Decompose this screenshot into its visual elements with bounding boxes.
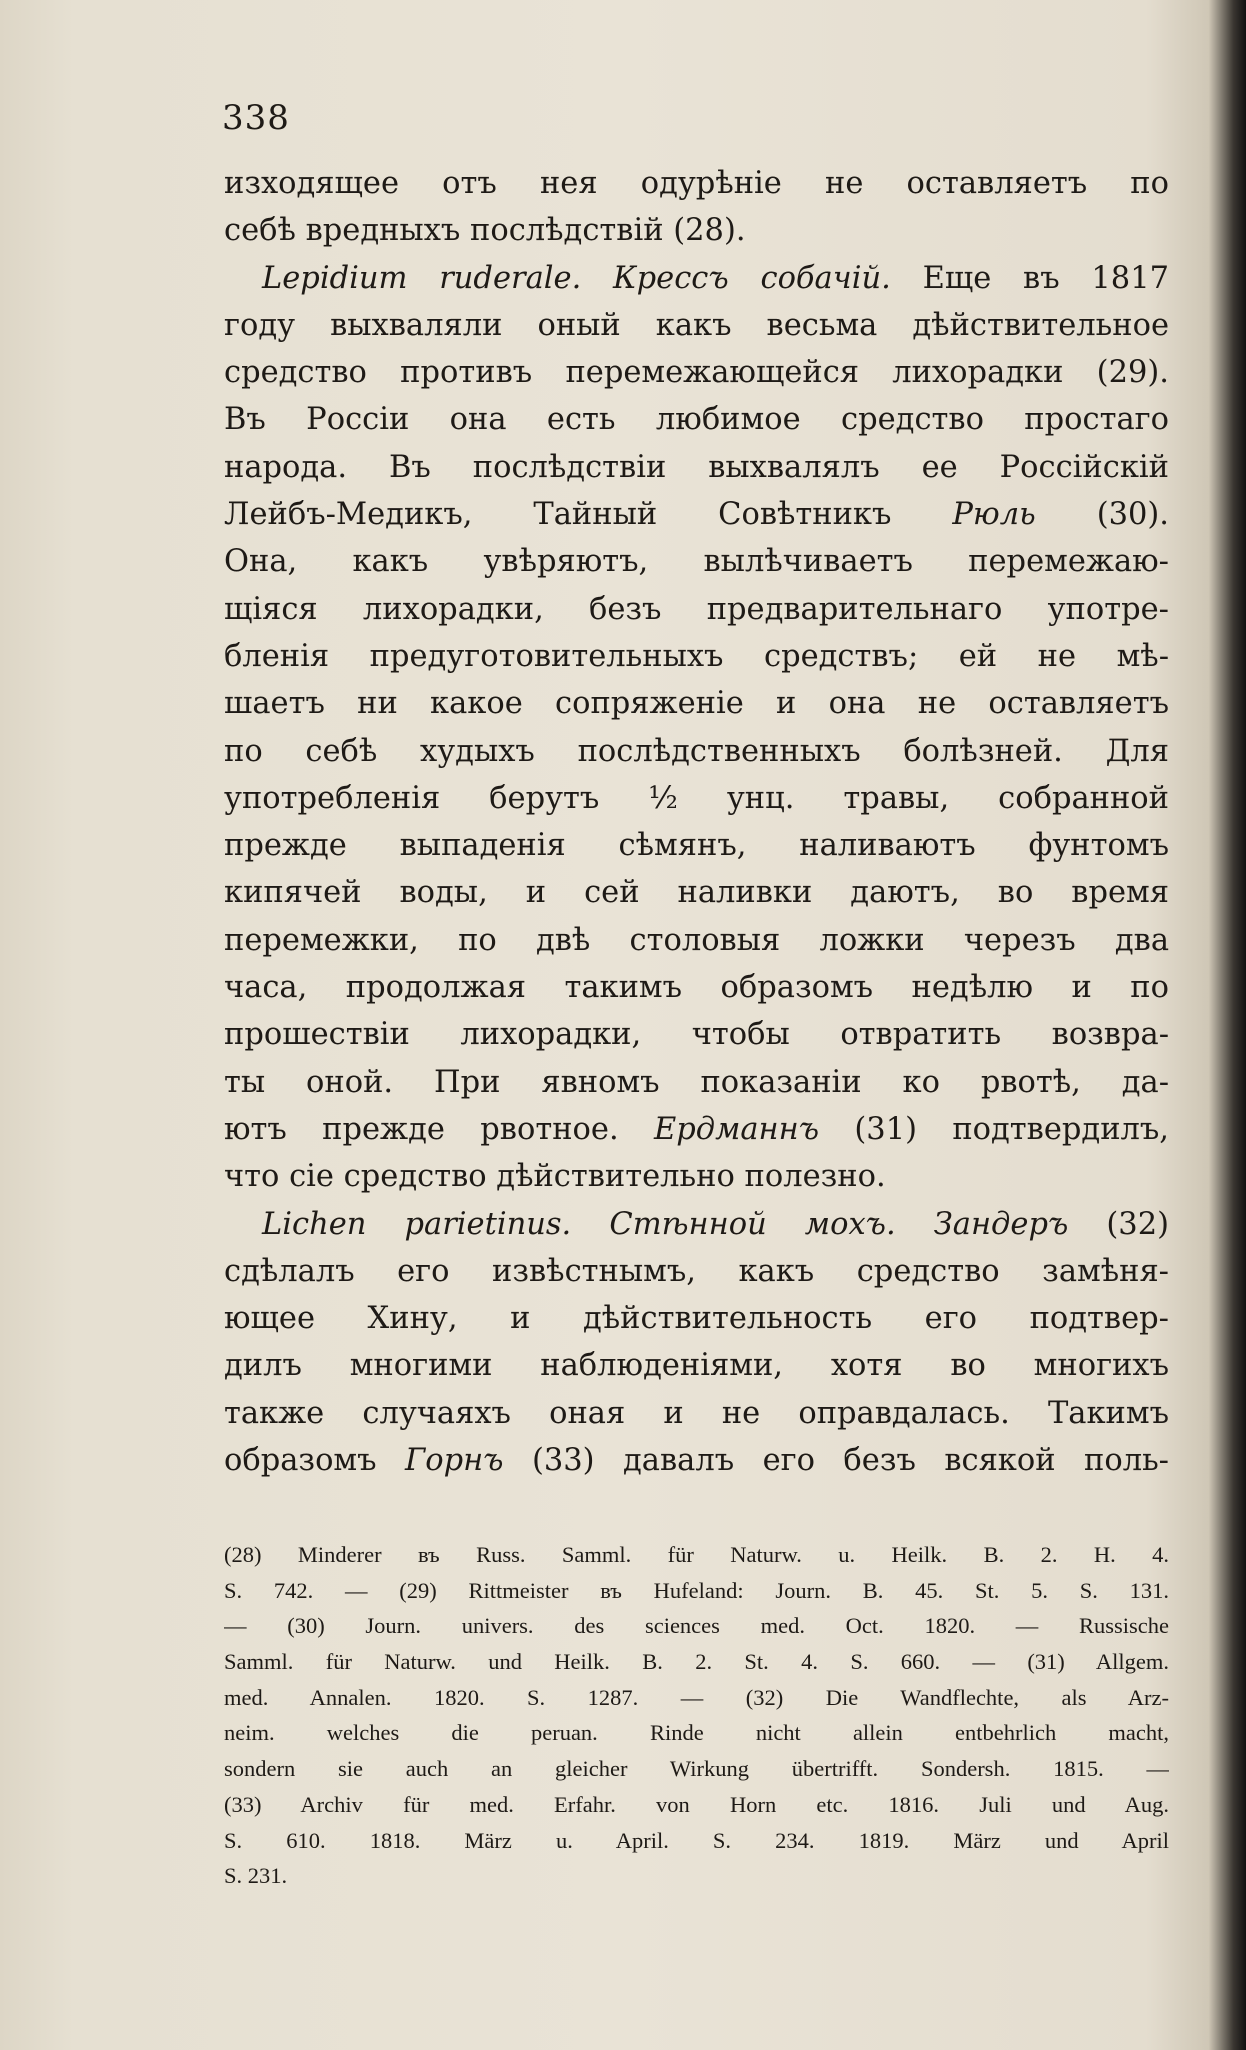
- body-line-heading-lichen: Lichen parietinus. Стѣнной мохъ. Зандеръ (32): [262, 1206, 1169, 1242]
- body-line: прежде выпаденія сѣмянъ, наливаютъ фунтомъ: [224, 828, 1169, 864]
- body-line-heading-lepidium: Lepidium ruderale. Крессъ собачій. Еще въ 1817: [262, 260, 1169, 296]
- body-text: [224, 160, 1169, 1484]
- footnote-line: (28) Minderer въ Russ. Samml. für Naturw. u. Heilk. B. 2. H. 4.: [224, 1542, 1169, 1567]
- body-line: кипячей воды, и сей наливки даютъ, во время: [224, 875, 1169, 911]
- body-line: себѣ вредныхъ послѣдствій (28).: [224, 213, 746, 249]
- body-line: изходящее отъ нея одурѣніе не оставляетъ по: [224, 166, 1169, 201]
- body-line: году выхваляли оный какъ весьма дѣйствительное: [224, 307, 1169, 343]
- footnote-line: S. 231.: [224, 1863, 288, 1889]
- body-line: перемежки, по двѣ столовыя ложки черезъ два: [224, 922, 1169, 958]
- body-line: бленія предуготовительныхъ средствъ; ей не мѣ-: [224, 638, 1169, 674]
- footnote-line: S. 742. — (29) Rittmeister въ Hufeland: Journ. B. 45. St. 5. S. 131.: [224, 1577, 1169, 1603]
- footnote-line: (33) Archiv für med. Erfahr. von Horn etc. 1816. Juli und Aug.: [224, 1791, 1169, 1817]
- footnote-line: Samml. für Naturw. und Heilk. B. 2. St. 4. S. 660. — (31) Allgem.: [224, 1649, 1169, 1675]
- body-line: также случаяхъ оная и не оправдалась. Такимъ: [224, 1395, 1169, 1431]
- body-line: образомъ Горнъ (33) давалъ его безъ всякой поль-: [224, 1443, 1169, 1479]
- footnote-line: sondern sie auch an gleicher Wirkung übertrifft. Sondersh. 1815. —: [224, 1756, 1169, 1782]
- body-line: Въ Россіи она есть любимое средство простаго: [224, 402, 1169, 438]
- body-line: народа. Въ послѣдствіи выхвалялъ ее Россійскій: [224, 449, 1169, 485]
- body-line: дилъ многими наблюденіями, хотя во многихъ: [224, 1348, 1169, 1384]
- footnote-line: med. Annalen. 1820. S. 1287. — (32) Die Wandflechte, als Arz-: [224, 1684, 1169, 1710]
- page-number: 338: [222, 98, 290, 138]
- footnotes: [224, 1537, 1169, 1894]
- body-line: по себѣ худыхъ послѣдственныхъ болѣзней. Для: [224, 733, 1169, 769]
- body-line: средство противъ перемежающейся лихорадки (29).: [224, 355, 1169, 391]
- footnote-line: S. 610. 1818. März u. April. S. 234. 1819. März und April: [224, 1827, 1169, 1853]
- body-line: прошествіи лихорадки, чтобы отвратить возвра-: [224, 1017, 1169, 1053]
- footnote-line: — (30) Journ. univers. des sciences med. Oct. 1820. — Russische: [224, 1613, 1169, 1639]
- body-line: ющее Хину, и дѣйствительность его подтвер-: [224, 1301, 1169, 1337]
- body-line: что сіе средство дѣйствительно полезно.: [224, 1159, 886, 1195]
- body-line: Лейбъ-Медикъ, Тайный Совѣтникъ Рюль (30).: [224, 497, 1169, 533]
- body-line: шаетъ ни какое сопряженіе и она не оставляетъ: [224, 686, 1169, 722]
- body-line: часа, продолжая такимъ образомъ недѣлю и по: [224, 970, 1169, 1006]
- body-line: щіяся лихорадки, безъ предварительнаго употре-: [224, 591, 1169, 627]
- body-line: употребленія берутъ ½ унц. травы, собранной: [224, 780, 1169, 816]
- body-line: ютъ прежде рвотное. Ердманнъ (31) подтвердилъ,: [224, 1111, 1169, 1147]
- footnote-line: neim. welches die peruan. Rinde nicht allein entbehrlich macht,: [224, 1720, 1169, 1746]
- body-line: ты оной. При явномъ показаніи ко рвотѣ, да-: [224, 1064, 1169, 1100]
- body-line: сдѣлалъ его извѣстнымъ, какъ средство замѣня-: [224, 1253, 1169, 1289]
- body-line: Она, какъ увѣряютъ, вылѣчиваетъ перемежаю-: [224, 544, 1169, 580]
